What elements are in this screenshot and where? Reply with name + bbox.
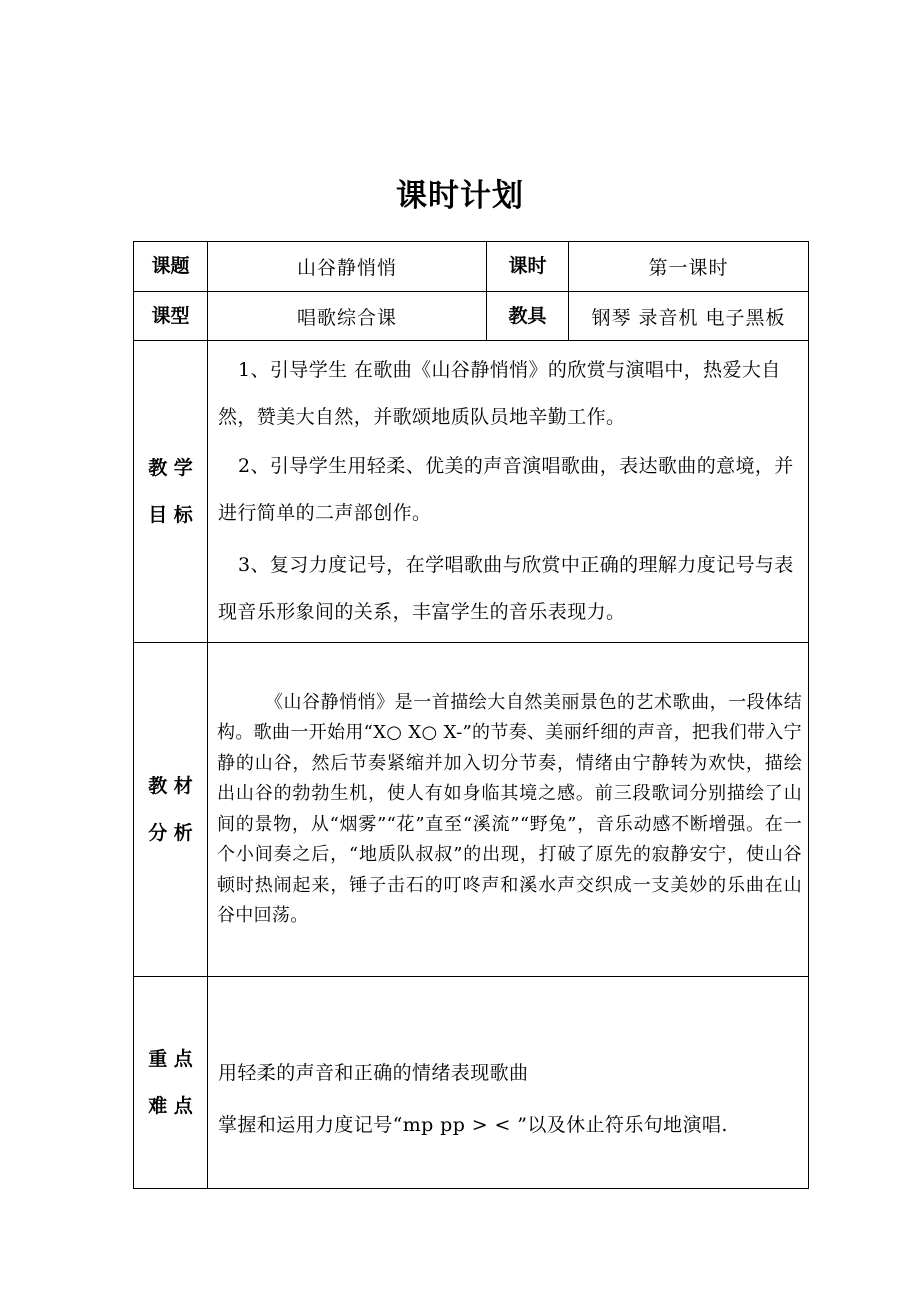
topic-label: 课题	[134, 242, 208, 292]
goals-content	[208, 341, 809, 643]
table-row-goals	[134, 341, 809, 643]
tools-label: 教具	[487, 292, 569, 341]
key-point-text: 用轻柔的声音和正确的情绪表现歌曲	[218, 1062, 529, 1084]
tools-value: 钢琴 录音机 电子黑板	[569, 292, 809, 341]
period-value: 第一课时	[569, 242, 809, 292]
difficulty-content	[208, 977, 809, 1189]
lesson-plan-table	[133, 241, 809, 1189]
analysis-label-bottom: 分 析	[148, 821, 193, 844]
goal-item-1: 1、引导学生 在歌曲《山谷静悄悄》的欣赏与演唱中，热爱大自然，赞美大自然，并歌颂地质队员地辛勤工作。	[218, 359, 781, 428]
topic-value: 山谷静悄悄	[208, 242, 487, 292]
goals-label-cell	[134, 341, 208, 643]
goal-item-2: 2、引导学生用轻柔、优美的声音演唱歌曲，表达歌曲的意境，并进行简单的二声部创作。	[218, 455, 794, 524]
type-label: 课型	[134, 292, 208, 341]
difficulty-label-top: 重 点	[148, 1048, 193, 1071]
analysis-text: 《山谷静悄悄》是一首描绘大自然美丽景色的艺术歌曲，一段体结构。歌曲一开始用“X○ X○ X-”的节奏、美丽纤细的声音，把我们带入宁静的山谷，然后节奏紧缩并加入切分节奏，情绪由宁静转为欢快，描绘出山谷的勃勃生机，使人有如身临其境之感。前三段歌词分别描绘了山间的景物，从“烟雾”“花”直至“溪流”“野兔”，音乐动感不断增强。在一个小间奏之后，“地质队叔叔”的出现，打破了原先的寂静安宁，使山谷顿时热闹起来，锤子击石的叮咚声和溪水声交织成一支美妙的乐曲在山谷中回荡。	[217, 691, 802, 926]
analysis-label-top: 教 材	[148, 775, 193, 798]
analysis-label-cell	[134, 643, 208, 977]
difficulty-label-cell	[134, 977, 208, 1189]
type-value: 唱歌综合课	[208, 292, 487, 341]
period-label: 课时	[487, 242, 569, 292]
page-title: 课时计划	[396, 178, 524, 214]
goal-item-3: 3、复习力度记号，在学唱歌曲与欣赏中正确的理解力度记号与表现音乐形象间的关系，丰富学生的音乐表现力。	[218, 554, 794, 623]
table-row-difficulty	[134, 977, 809, 1189]
goals-label-top: 教 学	[148, 457, 193, 480]
difficult-point-text: 掌握和运用力度记号“mp pp > < ”以及休止符乐句地演唱.	[218, 1114, 728, 1136]
table-row-type	[134, 292, 809, 341]
goals-label-bottom: 目 标	[148, 503, 193, 526]
analysis-content-cell	[208, 643, 809, 977]
difficulty-label-bottom: 难 点	[148, 1094, 193, 1117]
table-row-topic	[134, 242, 809, 292]
table-row-analysis	[134, 643, 809, 977]
